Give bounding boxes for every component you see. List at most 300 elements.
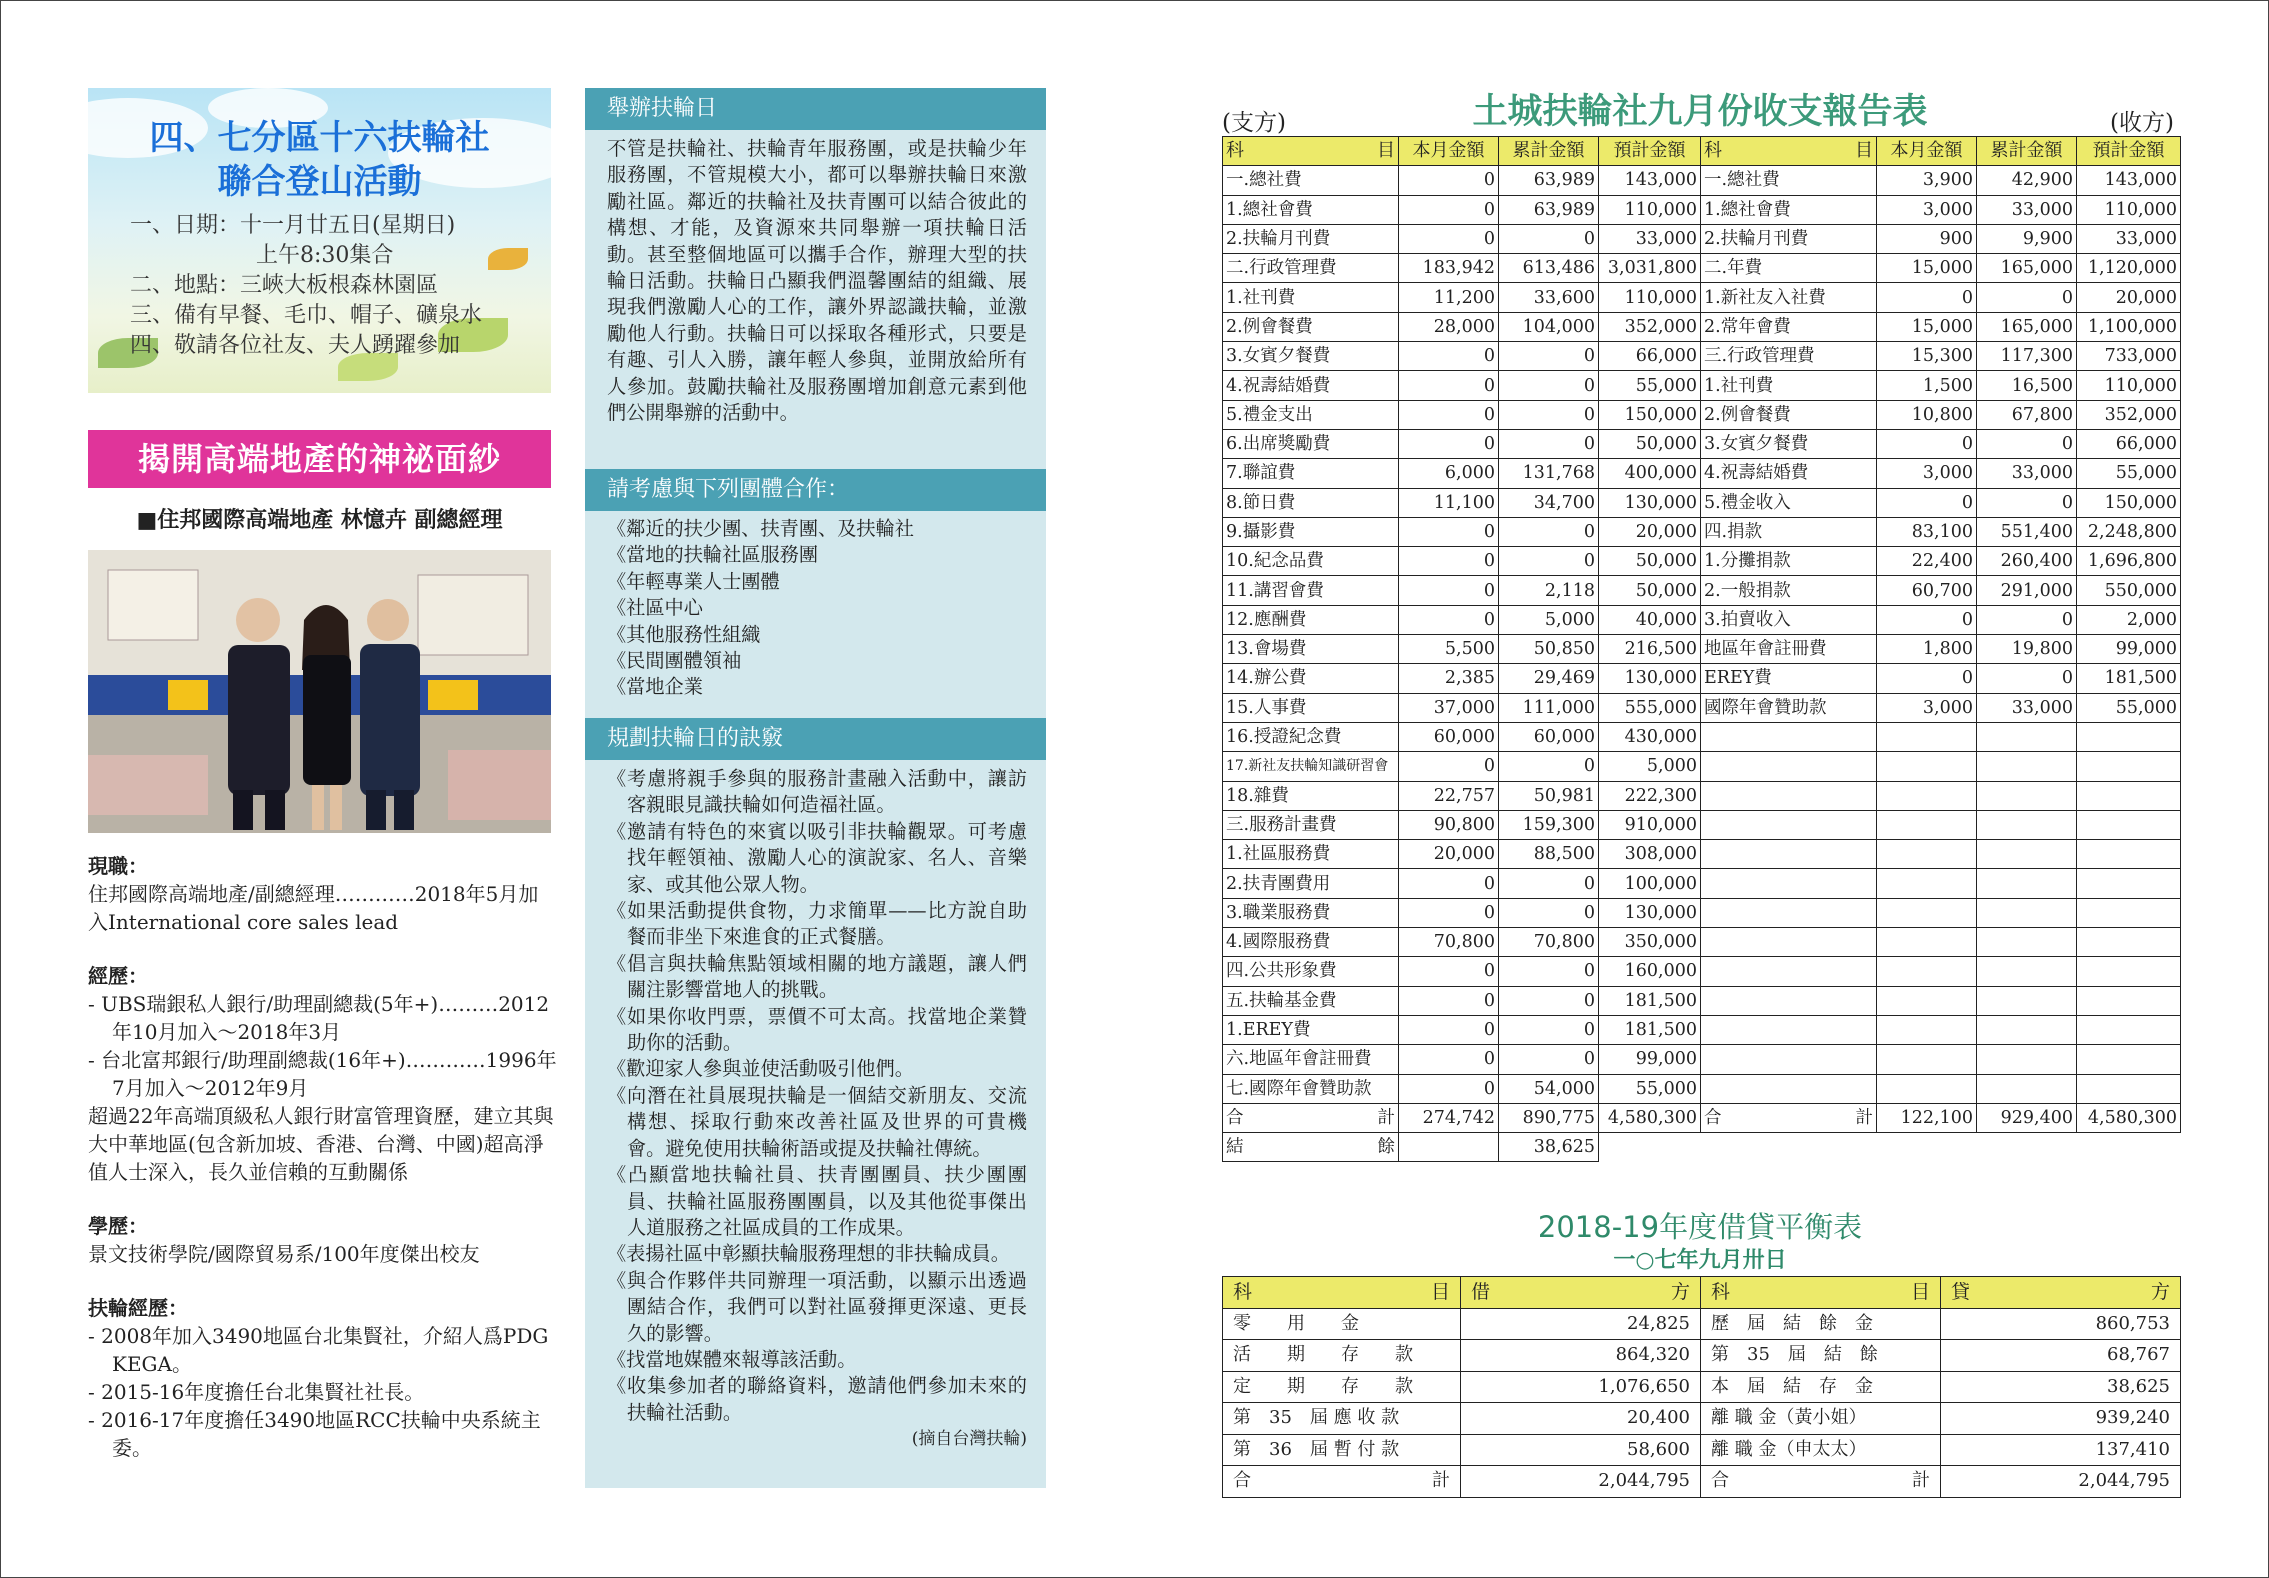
expense-amount: 0 [1499,429,1599,458]
section-heading-partners: 請考慮與下列團體合作： [585,469,1046,511]
account-amount: 864,320 [1461,1340,1701,1372]
expense-amount: 0 [1399,195,1499,224]
expense-amount: 0 [1499,547,1599,576]
expense-amount: 143,000 [1599,166,1701,195]
income-item-label: 2.例會餐費 [1701,400,1877,429]
table-row [1223,224,2181,253]
list-item: 《考慮將親手參與的服務計畫融入活動中，讓訪客親眼見識扶輪如何造福社區。 [607,767,1027,817]
list-item: 《收集參加者的聯絡資料，邀請他們參加未來的扶輪社活動。 [607,1374,1027,1424]
expense-amount: 0 [1399,517,1499,546]
income-amount: 2,000 [2077,605,2181,634]
expense-amount: 55,000 [1599,371,1701,400]
expense-amount: 3,031,800 [1599,254,1701,283]
list-item: 《民間團體領袖 [607,649,742,673]
speaker-photo [88,550,551,833]
income-item-label: 三.行政管理費 [1701,342,1877,371]
expense-item-label: 3.女賓夕餐費 [1223,342,1399,371]
expense-amount: 111,000 [1499,693,1599,722]
table-row [1223,195,2181,224]
bio-current: 住邦國際高端地產/副總經理…………2018年5月加入International core sales lead [88,882,539,934]
list-item: 《倡言與扶輪焦點領域相關的地方議題，讓人們關注影響當地人的挑戰。 [607,951,1027,1002]
expense-total-month: 274,742 [1399,1103,1499,1132]
table-row [1223,547,2181,576]
account-amount: 38,625 [1941,1371,2181,1403]
income-item-label: 1.分攤捐款 [1701,547,1877,576]
expense-amount: 0 [1399,429,1499,458]
expense-amount: 22,757 [1399,781,1499,810]
table-row [1223,459,2181,488]
hike-title-line1: 四、七分區十六扶輪社 [149,118,490,158]
income-side-label: (收方) [2110,110,2174,136]
income-amount: 550,000 [2077,576,2181,605]
income-amount: 3,000 [1877,195,1977,224]
balance-sheet-title: 2018-19年度借貸平衡表 [1537,1210,1863,1244]
expense-amount: 130,000 [1599,898,1701,927]
table-row [1223,810,2181,839]
income-amount: 20,000 [2077,283,2181,312]
income-amount: 2,248,800 [2077,517,2181,546]
income-item-label: 4.祝壽結婚費 [1701,459,1877,488]
income-amount: 22,400 [1877,547,1977,576]
expense-amount: 100,000 [1599,869,1701,898]
expense-item-label: 四.公共形象費 [1223,957,1399,986]
expense-amount: 0 [1399,547,1499,576]
expense-amount: 2,118 [1499,576,1599,605]
expense-amount: 60,000 [1399,722,1499,751]
account-name: 離 職 金（申太太） [1701,1434,1941,1466]
article-author: ■住邦國際高端地產 林憶卉 副總經理 [136,508,503,533]
bio-experience-summary: 超過22年高端頂級私人銀行財富管理資歷，建立其與大中華地區(包含新加坡、香港、台灣、中國)超高淨值人士深入，長久並信賴的互動關係 [88,1104,554,1184]
bio-experience-heading: 經歷： [88,964,148,988]
income-amount: 0 [1877,429,1977,458]
table-row [1223,1308,2181,1340]
expense-amount: 55,000 [1599,1074,1701,1103]
expense-amount: 66,000 [1599,342,1701,371]
expense-total-budget: 4,580,300 [1599,1103,1701,1132]
expense-item-label: 七.國際年會贊助款 [1223,1074,1399,1103]
table-row [1223,576,2181,605]
expense-amount: 5,500 [1399,635,1499,664]
expense-amount: 0 [1399,1045,1499,1074]
account-amount: 68,767 [1941,1340,2181,1372]
expense-amount: 110,000 [1599,195,1701,224]
expense-amount: 0 [1399,224,1499,253]
expense-item-label: 14.辦公費 [1223,664,1399,693]
column-header-budget: 預計金額 [2077,137,2181,166]
income-amount: 15,000 [1877,312,1977,341]
column-header-month: 本月金額 [1877,137,1977,166]
income-amount: 1,100,000 [2077,312,2181,341]
list-item: 《表揚社區中彰顯扶輪服務理想的非扶輪成員。 [607,1242,1010,1266]
account-amount: 860,753 [1941,1308,2181,1340]
income-amount: 60,700 [1877,576,1977,605]
column-header-month: 本月金額 [1399,137,1499,166]
hike-event-banner [88,88,551,393]
income-amount: 150,000 [2077,488,2181,517]
expense-side-label: (支方) [1222,110,1286,136]
expense-item-label: 8.節日費 [1223,488,1399,517]
account-name: 第 35 屆 結 餘 [1701,1340,1941,1372]
account-amount: 137,410 [1941,1434,2181,1466]
bio-rotary-item: - 2015-16年度擔任台北集賢社社長。 [88,1380,425,1404]
income-amount: 0 [1877,283,1977,312]
expense-amount: 0 [1499,752,1599,781]
expense-amount: 34,700 [1499,488,1599,517]
hike-time: 上午8:30集合 [256,243,394,268]
bio-rotary-item: - 2008年加入3490地區台北集賢社，介紹人爲PDG KEGA。 [88,1324,549,1376]
account-name: 歷 屆 結 餘 金 [1701,1308,1941,1340]
balance-sheet-date: 一○七年九月卅日 [1613,1248,1787,1273]
expense-amount: 150,000 [1599,400,1701,429]
section-heading-tips: 規劃扶輪日的訣竅 [585,718,1046,760]
hike-date: 一、日期：十一月廿五日(星期日) [130,213,456,238]
bio-rotary-item: - 2016-17年度擔任3490地區RCC扶輪中央系統主委。 [88,1408,541,1460]
expense-amount: 29,469 [1499,664,1599,693]
income-amount: 0 [1977,605,2077,634]
expense-item-label: 15.人事費 [1223,693,1399,722]
debit-total: 2,044,795 [1461,1466,1701,1498]
income-amount: 42,900 [1977,166,2077,195]
expense-amount: 50,000 [1599,576,1701,605]
expense-amount: 60,000 [1499,722,1599,751]
income-item-label: 2.常年會費 [1701,312,1877,341]
expense-amount: 0 [1399,576,1499,605]
expense-amount: 88,500 [1499,840,1599,869]
table-row [1223,1340,2181,1372]
expense-item-label: 4.國際服務費 [1223,928,1399,957]
expense-amount: 54,000 [1499,1074,1599,1103]
expense-amount: 0 [1399,898,1499,927]
expense-amount: 11,200 [1399,283,1499,312]
income-amount: 181,500 [2077,664,2181,693]
expense-item-label: 一.總社費 [1223,166,1399,195]
income-expense-table [1222,136,2181,1162]
table-row [1223,752,2181,781]
table-row [1223,605,2181,634]
income-total-budget: 4,580,300 [2077,1103,2181,1132]
expense-amount: 130,000 [1599,664,1701,693]
table-row [1223,1403,2181,1435]
expense-amount: 183,942 [1399,254,1499,283]
income-amount: 0 [1977,283,2077,312]
expense-amount: 130,000 [1599,488,1701,517]
expense-amount: 70,800 [1399,928,1499,957]
income-amount: 1,120,000 [2077,254,2181,283]
income-amount: 10,800 [1877,400,1977,429]
account-name: 零 用 金 [1223,1308,1461,1340]
account-name: 離 職 金（黃小姐） [1701,1403,1941,1435]
expense-amount: 216,500 [1599,635,1701,664]
column-header-cumulative: 累計金額 [1499,137,1599,166]
income-amount: 0 [1877,605,1977,634]
table-row [1223,898,2181,927]
income-amount: 165,000 [1977,254,2077,283]
income-item-label: 1.新社友入社費 [1701,283,1877,312]
list-item: 《與合作夥伴共同辦理一項活動，以顯示出透過團結合作，我們可以對社區發揮更深遠、更長久的影響。 [607,1268,1027,1345]
expense-item-label: 6.出席獎勵費 [1223,429,1399,458]
income-total-month: 122,100 [1877,1103,1977,1132]
expense-amount: 11,100 [1399,488,1499,517]
expense-amount: 63,989 [1499,195,1599,224]
expense-amount: 37,000 [1399,693,1499,722]
expense-amount: 33,000 [1599,224,1701,253]
income-amount: 1,696,800 [2077,547,2181,576]
table-row [1223,371,2181,400]
expense-amount: 5,000 [1499,605,1599,634]
expense-amount: 50,000 [1599,547,1701,576]
list-item: 《如果活動提供食物，力求簡單——比方說自助餐而非坐下來進食的正式餐膳。 [607,899,1027,949]
income-total-cumulative: 929,400 [1977,1103,2077,1132]
balance-value: 38,625 [1499,1133,1599,1162]
income-amount: 110,000 [2077,195,2181,224]
article-title: 揭開高端地產的神祕面紗 [88,430,551,488]
column-header-item: 科 目 [1701,137,1877,166]
expense-amount: 0 [1399,752,1499,781]
expense-amount: 350,000 [1599,928,1701,957]
income-item-label: 一.總社費 [1701,166,1877,195]
expense-item-label: 五.扶輪基金費 [1223,986,1399,1015]
account-amount: 58,600 [1461,1434,1701,1466]
expense-item-label: 3.職業服務費 [1223,898,1399,927]
expense-amount: 50,000 [1599,429,1701,458]
expense-amount: 0 [1499,517,1599,546]
income-amount: 15,300 [1877,342,1977,371]
expense-item-label: 12.應酬費 [1223,605,1399,634]
expense-item-label: 2.扶輪月刊費 [1223,224,1399,253]
table-row [1223,517,2181,546]
account-name: 第 36 屆 暫 付 款 [1223,1434,1461,1466]
expense-amount: 0 [1399,371,1499,400]
account-name: 第 35 屆 應 收 款 [1223,1403,1461,1435]
income-item-label: 地區年會註冊費 [1701,635,1877,664]
bio-experience-item: - UBS瑞銀私人銀行/助理副總裁(5年+)………2012年10月加入～2018年3月 [88,992,550,1044]
income-amount: 16,500 [1977,371,2077,400]
expense-amount: 181,500 [1599,986,1701,1015]
expense-amount: 0 [1499,400,1599,429]
expense-amount: 0 [1399,1074,1499,1103]
expense-amount: 33,600 [1499,283,1599,312]
table-row [1223,693,2181,722]
expense-amount: 0 [1499,1045,1599,1074]
expense-amount: 222,300 [1599,781,1701,810]
expense-amount: 50,981 [1499,781,1599,810]
speaker-bio [88,852,558,1462]
table-header-row [1223,137,2181,166]
list-item: 《年輕專業人士團體 [607,569,780,593]
income-amount: 83,100 [1877,517,1977,546]
income-amount: 0 [1977,429,2077,458]
expense-amount: 50,850 [1499,635,1599,664]
income-amount: 33,000 [1977,459,2077,488]
expense-amount: 90,800 [1399,810,1499,839]
bio-current-heading: 現職： [88,854,148,878]
rotary-day-text: 不管是扶輪社、扶輪青年服務團，或是扶輪少年服務團，不管規模大小，都可以舉辦扶輪日來激勵社區。鄰近的扶輪社及扶青團可以結合彼此的構想、才能，及資源來共同舉辦一項扶輪日活動。甚至整個地區可以攜手合作，辦理大型的扶輪日活動。扶輪日凸顯我們溫馨團結的組織、展現我們激勵人心的工作，讓外界認識扶輪，並激勵他人行動。扶輪日可以採取各種形式，只要是有趣、引人入勝，讓年輕人參與，並開放給所有人參加。鼓勵扶輪社及服務團增加創意元素到他們公開舉辦的活動中。 [607,137,1027,425]
income-item-label: 1.社刊費 [1701,371,1877,400]
income-amount: 33,000 [2077,224,2181,253]
income-item-label: 3.拍賣收入 [1701,605,1877,634]
expense-item-label: 1.社刊費 [1223,283,1399,312]
income-amount: 900 [1877,224,1977,253]
expense-amount: 0 [1499,957,1599,986]
expense-item-label: 9.攝影費 [1223,517,1399,546]
expense-amount: 0 [1399,1015,1499,1044]
account-name: 定 期 存 款 [1223,1371,1461,1403]
expense-amount: 160,000 [1599,957,1701,986]
income-item-label: 二.年費 [1701,254,1877,283]
account-amount: 939,240 [1941,1403,2181,1435]
expense-amount: 910,000 [1599,810,1701,839]
bio-education-heading: 學歷： [88,1214,148,1238]
table-row [1223,429,2181,458]
income-item-label: 四.捐款 [1701,517,1877,546]
expense-amount: 104,000 [1499,312,1599,341]
expense-amount: 555,000 [1599,693,1701,722]
income-amount: 55,000 [2077,459,2181,488]
expense-amount: 0 [1499,371,1599,400]
expense-amount: 2,385 [1399,664,1499,693]
table-row [1223,312,2181,341]
expense-item-label: 10.紀念品費 [1223,547,1399,576]
table-row [1223,840,2181,869]
list-item: 《社區中心 [607,596,703,620]
table-row [1223,781,2181,810]
expense-item-label: 11.講習會費 [1223,576,1399,605]
account-amount: 24,825 [1461,1308,1701,1340]
expense-amount: 63,989 [1499,166,1599,195]
account-amount: 1,076,650 [1461,1371,1701,1403]
table-row [1223,342,2181,371]
column-header-item: 科 目 [1223,137,1399,166]
expense-amount: 400,000 [1599,459,1701,488]
account-name: 本 屆 結 存 金 [1701,1371,1941,1403]
income-amount: 19,800 [1977,635,2077,664]
list-item: 《當地企業 [607,675,703,699]
table-row [1223,957,2181,986]
income-amount: 0 [1977,488,2077,517]
expense-amount: 0 [1499,869,1599,898]
expense-amount: 5,000 [1599,752,1701,781]
expense-amount: 70,800 [1499,928,1599,957]
table-row [1223,635,2181,664]
rotary-day-panel [585,88,1046,1488]
expense-item-label: 13.會場費 [1223,635,1399,664]
income-amount: 1,800 [1877,635,1977,664]
expense-item-label: 六.地區年會註冊費 [1223,1045,1399,1074]
account-amount: 20,400 [1461,1403,1701,1435]
expense-amount: 0 [1399,957,1499,986]
table-row [1223,488,2181,517]
expense-amount: 20,000 [1599,517,1701,546]
income-amount: 0 [1877,488,1977,517]
table-row [1223,400,2181,429]
hike-location: 二、地點：三峽大板根森林園區 [130,273,439,298]
expense-item-label: 4.祝壽結婚費 [1223,371,1399,400]
expense-amount: 131,768 [1499,459,1599,488]
report-title: 土城扶輪社九月份收支報告表 [1472,92,1928,132]
list-item: 《向潛在社員展現扶輪是一個結交新朋友、交流構想、採取行動來改善社區及世界的可貴機會。避免使用扶輪術語或提及扶輪社傳統。 [607,1083,1027,1160]
hike-provided: 三、備有早餐、毛巾、帽子、礦泉水 [130,303,483,328]
total-row: 合 計 2,044,795 合 計 2,044,795 [1223,1466,2181,1498]
expense-amount: 308,000 [1599,840,1701,869]
table-row [1223,1045,2181,1074]
expense-item-label: 1.社區服務費 [1223,840,1399,869]
expense-item-label: 三.服務計畫費 [1223,810,1399,839]
expense-amount: 0 [1499,224,1599,253]
table-row [1223,722,2181,751]
income-item-label: 國際年會贊助款 [1701,693,1877,722]
table-header-row: 科 目 借 方 科 目 貸 方 [1223,1277,2181,1309]
balance-sheet-table [1222,1276,2181,1498]
expense-amount: 430,000 [1599,722,1701,751]
income-amount: 55,000 [2077,693,2181,722]
hike-title-line2: 聯合登山活動 [217,162,422,202]
income-item-label: 1.總社會費 [1701,195,1877,224]
expense-total-cumulative: 890,775 [1499,1103,1599,1132]
table-row [1223,1434,2181,1466]
tips-list [607,766,1027,1453]
expense-item-label: 1.總社會費 [1223,195,1399,224]
table-row [1223,1015,2181,1044]
income-amount: 3,900 [1877,166,1977,195]
expense-amount: 99,000 [1599,1045,1701,1074]
income-amount: 67,800 [1977,400,2077,429]
section-heading-rotary-day: 舉辦扶輪日 [585,88,1046,130]
income-amount: 3,000 [1877,459,1977,488]
expense-amount: 0 [1499,342,1599,371]
income-amount: 165,000 [1977,312,2077,341]
table-row [1223,1371,2181,1403]
income-amount: 3,000 [1877,693,1977,722]
expense-amount: 0 [1499,898,1599,927]
income-amount: 0 [1877,664,1977,693]
expense-amount: 6,000 [1399,459,1499,488]
expense-amount: 28,000 [1399,312,1499,341]
list-item: 《當地的扶輪社區服務團 [607,543,819,567]
bio-experience-item: - 台北富邦銀行/助理副總裁(16年+)…………1996年7月加入～2012年9月 [88,1048,557,1100]
expense-amount: 0 [1499,1015,1599,1044]
balance-row: 結 餘 38,625 [1223,1133,2181,1162]
column-header-budget: 預計金額 [1599,137,1701,166]
income-amount: 66,000 [2077,429,2181,458]
income-amount: 1,500 [1877,371,1977,400]
tips-source: (摘自台灣扶輪) [911,1429,1027,1450]
income-item-label: 5.禮金收入 [1701,488,1877,517]
income-amount: 143,000 [2077,166,2181,195]
list-item: 《邀請有特色的來賓以吸引非扶輪觀眾。可考慮找年輕領袖、激勵人心的演說家、名人、音樂家、或其他公眾人物。 [607,819,1027,896]
expense-item-label: 2.扶青團費用 [1223,869,1399,898]
income-item-label: 2.扶輪月刊費 [1701,224,1877,253]
expense-item-label: 二.行政管理費 [1223,254,1399,283]
expense-item-label: 18.雜費 [1223,781,1399,810]
income-amount: 291,000 [1977,576,2077,605]
column-header-cumulative: 累計金額 [1977,137,2077,166]
bio-rotary-heading: 扶輪經歷： [88,1296,188,1320]
table-row [1223,166,2181,195]
expense-amount: 181,500 [1599,1015,1701,1044]
hike-invite: 四、敬請各位社友、夫人踴躍參加 [130,333,461,358]
table-row [1223,928,2181,957]
expense-amount: 0 [1399,869,1499,898]
expense-amount: 159,300 [1499,810,1599,839]
income-amount: 9,900 [1977,224,2077,253]
expense-amount: 0 [1399,605,1499,634]
table-row [1223,869,2181,898]
bio-education: 景文技術學院/國際貿易系/100年度傑出校友 [88,1242,480,1266]
income-amount: 117,300 [1977,342,2077,371]
list-item: 《如果你收門票，票價不可太高。找當地企業贊助你的活動。 [607,1004,1027,1055]
list-item: 《鄰近的扶少團、扶青團、及扶輪社 [607,517,914,540]
expense-item-label: 5.禮金支出 [1223,400,1399,429]
